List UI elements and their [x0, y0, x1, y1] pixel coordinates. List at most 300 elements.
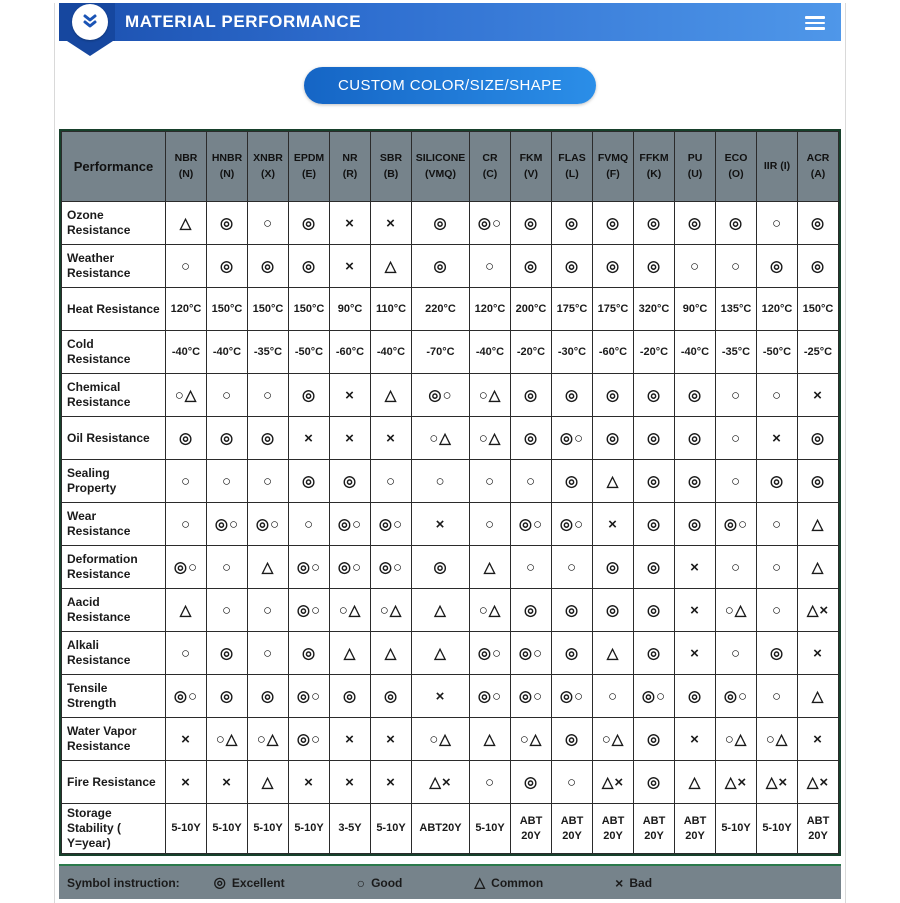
cell: × — [798, 718, 839, 761]
cell: ◎○ — [371, 503, 412, 546]
cell: ◎ — [757, 245, 798, 288]
row-label: Deformation Resistance — [62, 546, 166, 589]
cell: ◎ — [552, 374, 593, 417]
cell: △× — [798, 589, 839, 632]
cell: ◎ — [207, 675, 248, 718]
cell: △ — [248, 546, 289, 589]
cell: 120°C — [757, 288, 798, 331]
cell: ◎ — [634, 202, 675, 245]
cell: ○ — [166, 245, 207, 288]
cell: ○ — [716, 632, 757, 675]
legend-label: Excellent — [231, 875, 285, 890]
cell: ○△ — [470, 374, 511, 417]
cell: -40°C — [470, 331, 511, 374]
legend-item — [357, 875, 403, 891]
cell: ◎○ — [166, 546, 207, 589]
row-label: Weather Resistance — [62, 245, 166, 288]
cell: ◎ — [289, 374, 330, 417]
cell: -40°C — [371, 331, 412, 374]
cell: 150°C — [798, 288, 839, 331]
table-row — [62, 632, 839, 675]
cell: ◎○ — [552, 503, 593, 546]
cell: ◎ — [634, 417, 675, 460]
cell: ○ — [675, 245, 716, 288]
table-header-row — [62, 132, 839, 202]
column-header: FFKM (K) — [634, 132, 675, 202]
cell: ◎ — [634, 589, 675, 632]
cell: 5-10Y — [470, 804, 511, 854]
cell: ◎○ — [511, 632, 552, 675]
cell: ◎ — [552, 718, 593, 761]
cell: ○ — [470, 245, 511, 288]
legend-label: Bad — [629, 875, 653, 890]
cell: ◎○ — [330, 503, 371, 546]
page-title: MATERIAL PERFORMANCE — [125, 12, 362, 31]
cell: -25°C — [798, 331, 839, 374]
cell: △× — [757, 761, 798, 804]
cell: ◎○ — [634, 675, 675, 718]
cell: -40°C — [166, 331, 207, 374]
table-row — [62, 804, 839, 854]
cell: ◎○ — [552, 417, 593, 460]
cell: ◎ — [634, 761, 675, 804]
cell: ◎○ — [289, 675, 330, 718]
cell: ◎○ — [330, 546, 371, 589]
cell: ○ — [757, 546, 798, 589]
cell: △ — [330, 632, 371, 675]
row-label: Alkali Resistance — [62, 632, 166, 675]
cell: 110°C — [371, 288, 412, 331]
cell: ABT 20Y — [552, 804, 593, 854]
cell: 200°C — [511, 288, 552, 331]
cell: ◎ — [593, 374, 634, 417]
cell: ◎○ — [511, 503, 552, 546]
table-row — [62, 718, 839, 761]
cell: 120°C — [470, 288, 511, 331]
column-header: NR (R) — [330, 132, 371, 202]
page — [54, 3, 846, 903]
table-body — [62, 202, 839, 854]
cell: △ — [798, 675, 839, 718]
cell: -30°C — [552, 331, 593, 374]
cell: × — [675, 546, 716, 589]
cell: 5-10Y — [716, 804, 757, 854]
cell: ○△ — [470, 589, 511, 632]
cell: ○ — [470, 761, 511, 804]
cell: ◎ — [593, 417, 634, 460]
cell: ABT 20Y — [511, 804, 552, 854]
legend-item — [474, 874, 543, 891]
cell: ○ — [371, 460, 412, 503]
table-row — [62, 503, 839, 546]
cell: ○ — [552, 546, 593, 589]
cell: △× — [716, 761, 757, 804]
cell: △ — [166, 202, 207, 245]
hamburger-menu-icon[interactable] — [805, 16, 825, 30]
cell: △ — [371, 245, 412, 288]
cell: ◎○ — [371, 546, 412, 589]
cell: ◎ — [675, 460, 716, 503]
column-header: SILICONE (VMQ) — [412, 132, 470, 202]
cell: × — [330, 245, 371, 288]
cell: ◎ — [757, 460, 798, 503]
cell: ◎○ — [412, 374, 470, 417]
cell: ○△ — [412, 417, 470, 460]
column-header: IIR (I) — [757, 132, 798, 202]
cell: ◎ — [289, 632, 330, 675]
cell: ◎ — [634, 632, 675, 675]
cell: -60°C — [593, 331, 634, 374]
cell: × — [330, 374, 371, 417]
top-banner — [59, 3, 841, 41]
cell: × — [330, 761, 371, 804]
legend-symbol: ○ — [356, 874, 366, 891]
cell: × — [371, 417, 412, 460]
cell: × — [675, 632, 716, 675]
cell: ◎ — [552, 589, 593, 632]
row-label: Water Vapor Resistance — [62, 718, 166, 761]
cell: ◎ — [207, 417, 248, 460]
cell: ○ — [511, 460, 552, 503]
cell: ◎ — [798, 202, 839, 245]
cell: ◎ — [248, 245, 289, 288]
cell: ○ — [757, 589, 798, 632]
cell: 5-10Y — [207, 804, 248, 854]
cell: ◎ — [675, 675, 716, 718]
row-label: Heat Resistance — [62, 288, 166, 331]
cell: × — [412, 503, 470, 546]
cell: ◎ — [511, 374, 552, 417]
legend-symbol: △ — [474, 874, 486, 890]
column-header: CR (C) — [470, 132, 511, 202]
cell: ◎ — [634, 374, 675, 417]
cell: ○ — [166, 503, 207, 546]
cell: ABT20Y — [412, 804, 470, 854]
cell: ◎ — [412, 245, 470, 288]
cell: ○ — [207, 546, 248, 589]
cell: -35°C — [248, 331, 289, 374]
cell: ◎ — [757, 632, 798, 675]
cell: 3-5Y — [330, 804, 371, 854]
cell: ○△ — [716, 589, 757, 632]
column-header: ECO (O) — [716, 132, 757, 202]
cell: ◎ — [289, 245, 330, 288]
cell: ABT 20Y — [675, 804, 716, 854]
column-header: ACR (A) — [798, 132, 839, 202]
cell: ◎ — [289, 202, 330, 245]
cell: × — [166, 761, 207, 804]
cell: ○ — [248, 632, 289, 675]
cell: × — [675, 718, 716, 761]
cell: ◎ — [675, 202, 716, 245]
cell: ABT 20Y — [593, 804, 634, 854]
legend-title: Symbol instruction: — [67, 875, 180, 890]
cell: ◎ — [552, 202, 593, 245]
cell: × — [757, 417, 798, 460]
cell: △× — [593, 761, 634, 804]
cell: ○△ — [330, 589, 371, 632]
table-row — [62, 460, 839, 503]
table-row — [62, 546, 839, 589]
cell: 5-10Y — [371, 804, 412, 854]
cell: △ — [470, 546, 511, 589]
cell: × — [289, 761, 330, 804]
cell: ◎○ — [166, 675, 207, 718]
cell: ◎ — [675, 417, 716, 460]
column-header: EPDM (E) — [289, 132, 330, 202]
cell: ◎ — [675, 503, 716, 546]
cell: ○△ — [248, 718, 289, 761]
cell: 5-10Y — [166, 804, 207, 854]
cell: 5-10Y — [757, 804, 798, 854]
cell: ◎ — [593, 245, 634, 288]
cell: ○ — [166, 632, 207, 675]
cell: ○ — [470, 503, 511, 546]
cell: 5-10Y — [248, 804, 289, 854]
cell: ○ — [248, 202, 289, 245]
row-label: Sealing Property — [62, 460, 166, 503]
cell: ◎ — [207, 632, 248, 675]
cell: 90°C — [330, 288, 371, 331]
legend-item — [615, 875, 652, 891]
cell: 150°C — [248, 288, 289, 331]
cell: ○△ — [412, 718, 470, 761]
table-row — [62, 245, 839, 288]
cell: ○△ — [166, 374, 207, 417]
cell: × — [166, 718, 207, 761]
cell: ◎ — [593, 546, 634, 589]
cell: △ — [798, 503, 839, 546]
table-row — [62, 288, 839, 331]
column-header: PU (U) — [675, 132, 716, 202]
cell: △ — [675, 761, 716, 804]
cell: × — [371, 761, 412, 804]
cell: 150°C — [289, 288, 330, 331]
cell: ○△ — [716, 718, 757, 761]
cell: × — [675, 589, 716, 632]
cell: ○△ — [593, 718, 634, 761]
cell: ◎○ — [470, 632, 511, 675]
cell: × — [371, 202, 412, 245]
cell: ○ — [207, 374, 248, 417]
cell: ABT 20Y — [798, 804, 839, 854]
performance-table — [59, 129, 841, 856]
cell: ◎○ — [470, 202, 511, 245]
cell: 5-10Y — [289, 804, 330, 854]
cell: ◎ — [716, 202, 757, 245]
cell: ◎ — [207, 245, 248, 288]
cell: △ — [412, 632, 470, 675]
cell: ◎○ — [716, 503, 757, 546]
cell: ◎ — [511, 202, 552, 245]
cell: △× — [412, 761, 470, 804]
cell: ○ — [511, 546, 552, 589]
cell: ◎○ — [511, 675, 552, 718]
cell: 175°C — [593, 288, 634, 331]
table-row — [62, 589, 839, 632]
legend-label: Good — [371, 875, 403, 890]
cell: ◎ — [634, 718, 675, 761]
cell: ○△ — [207, 718, 248, 761]
cell: ○ — [593, 675, 634, 718]
cell: ○ — [207, 589, 248, 632]
cell: -20°C — [634, 331, 675, 374]
cell: ○ — [757, 503, 798, 546]
cell: ○ — [716, 374, 757, 417]
cell: 90°C — [675, 288, 716, 331]
column-header: FKM (V) — [511, 132, 552, 202]
table-row — [62, 417, 839, 460]
row-label: Tensile Strength — [62, 675, 166, 718]
cell: △ — [798, 546, 839, 589]
cell: ○ — [716, 245, 757, 288]
cell: × — [207, 761, 248, 804]
cell: △ — [371, 374, 412, 417]
cell: ○ — [248, 374, 289, 417]
table-row — [62, 202, 839, 245]
row-label: Wear Resistance — [62, 503, 166, 546]
cell: ◎ — [593, 202, 634, 245]
cell: △ — [412, 589, 470, 632]
corner-header: Performance — [62, 132, 166, 202]
cell: ◎○ — [289, 718, 330, 761]
cell: ◎ — [511, 417, 552, 460]
cell: ◎ — [248, 417, 289, 460]
cell: × — [798, 632, 839, 675]
cell: ◎ — [798, 417, 839, 460]
row-label: Chemical Resistance — [62, 374, 166, 417]
cell: ◎○ — [552, 675, 593, 718]
cell: ○△ — [757, 718, 798, 761]
cell: △× — [798, 761, 839, 804]
cell: 135°C — [716, 288, 757, 331]
table-row — [62, 331, 839, 374]
column-header: FVMQ (F) — [593, 132, 634, 202]
cell: ○ — [248, 589, 289, 632]
column-header: XNBR (X) — [248, 132, 289, 202]
cell: ◎ — [798, 245, 839, 288]
cell: -50°C — [757, 331, 798, 374]
double-chevron-down-icon — [72, 4, 108, 40]
cell: ◎ — [412, 546, 470, 589]
legend-label: Common — [491, 875, 544, 890]
cell: ◎ — [289, 460, 330, 503]
cell: ◎ — [330, 675, 371, 718]
cell: ◎ — [511, 589, 552, 632]
table-row — [62, 374, 839, 417]
cell: △ — [248, 761, 289, 804]
legend-symbol: ◎ — [213, 874, 226, 890]
cell: ◎ — [634, 546, 675, 589]
cell: × — [593, 503, 634, 546]
cell: ○△ — [371, 589, 412, 632]
cell: ◎ — [412, 202, 470, 245]
cell: △ — [371, 632, 412, 675]
row-label: Aacid Resistance — [62, 589, 166, 632]
cell: 320°C — [634, 288, 675, 331]
cell: ◎○ — [289, 546, 330, 589]
cell: ○ — [207, 460, 248, 503]
cell: ◎○ — [248, 503, 289, 546]
cell: ◎ — [552, 632, 593, 675]
row-label: Storage Stability ( Y=year) — [62, 804, 166, 854]
cell: ◎○ — [716, 675, 757, 718]
cell: × — [330, 202, 371, 245]
cell: -20°C — [511, 331, 552, 374]
row-label: Ozone Resistance — [62, 202, 166, 245]
cell: ○ — [757, 675, 798, 718]
cell: × — [289, 417, 330, 460]
cell: ◎ — [552, 245, 593, 288]
cell: -40°C — [207, 331, 248, 374]
cell: ◎○ — [207, 503, 248, 546]
badge-ribbon — [67, 41, 113, 56]
cell: ◎○ — [289, 589, 330, 632]
cell: × — [371, 718, 412, 761]
cell: -50°C — [289, 331, 330, 374]
cell: ○ — [412, 460, 470, 503]
cell: × — [412, 675, 470, 718]
cell: ○ — [248, 460, 289, 503]
cell: ○ — [757, 202, 798, 245]
cell: × — [798, 374, 839, 417]
cell: △ — [470, 718, 511, 761]
cell: △ — [593, 460, 634, 503]
cell: ◎ — [330, 460, 371, 503]
cell: ○△ — [470, 417, 511, 460]
cell: ○ — [166, 460, 207, 503]
table-row — [62, 761, 839, 804]
cell: × — [330, 417, 371, 460]
row-label: Cold Resistance — [62, 331, 166, 374]
cell: ○ — [716, 417, 757, 460]
symbol-legend — [59, 864, 841, 899]
cell: ◎ — [634, 460, 675, 503]
cell: -60°C — [330, 331, 371, 374]
cell: ◎ — [798, 460, 839, 503]
cell: ◎ — [207, 202, 248, 245]
cell: -70°C — [412, 331, 470, 374]
row-label: Oil Resistance — [62, 417, 166, 460]
cell: ◎ — [371, 675, 412, 718]
cell: ◎ — [511, 245, 552, 288]
cell: ◎ — [552, 460, 593, 503]
cell: ◎ — [675, 374, 716, 417]
cell: △ — [166, 589, 207, 632]
cell: ○ — [552, 761, 593, 804]
cell: ○ — [289, 503, 330, 546]
cell: × — [330, 718, 371, 761]
cell: 175°C — [552, 288, 593, 331]
column-header: FLAS (L) — [552, 132, 593, 202]
row-label: Fire Resistance — [62, 761, 166, 804]
cell: ◎ — [634, 245, 675, 288]
cell: ○ — [470, 460, 511, 503]
cell: -40°C — [675, 331, 716, 374]
custom-color-size-shape-button[interactable]: CUSTOM COLOR/SIZE/SHAPE — [304, 67, 596, 104]
cell: ABT 20Y — [634, 804, 675, 854]
cell: ○△ — [511, 718, 552, 761]
column-header: HNBR (N) — [207, 132, 248, 202]
cell: 220°C — [412, 288, 470, 331]
cell: 150°C — [207, 288, 248, 331]
column-header: NBR (N) — [166, 132, 207, 202]
legend-symbol: × — [615, 874, 624, 891]
cell: ○ — [757, 374, 798, 417]
cell: ◎ — [593, 589, 634, 632]
cell: ◎ — [511, 761, 552, 804]
cell: -35°C — [716, 331, 757, 374]
